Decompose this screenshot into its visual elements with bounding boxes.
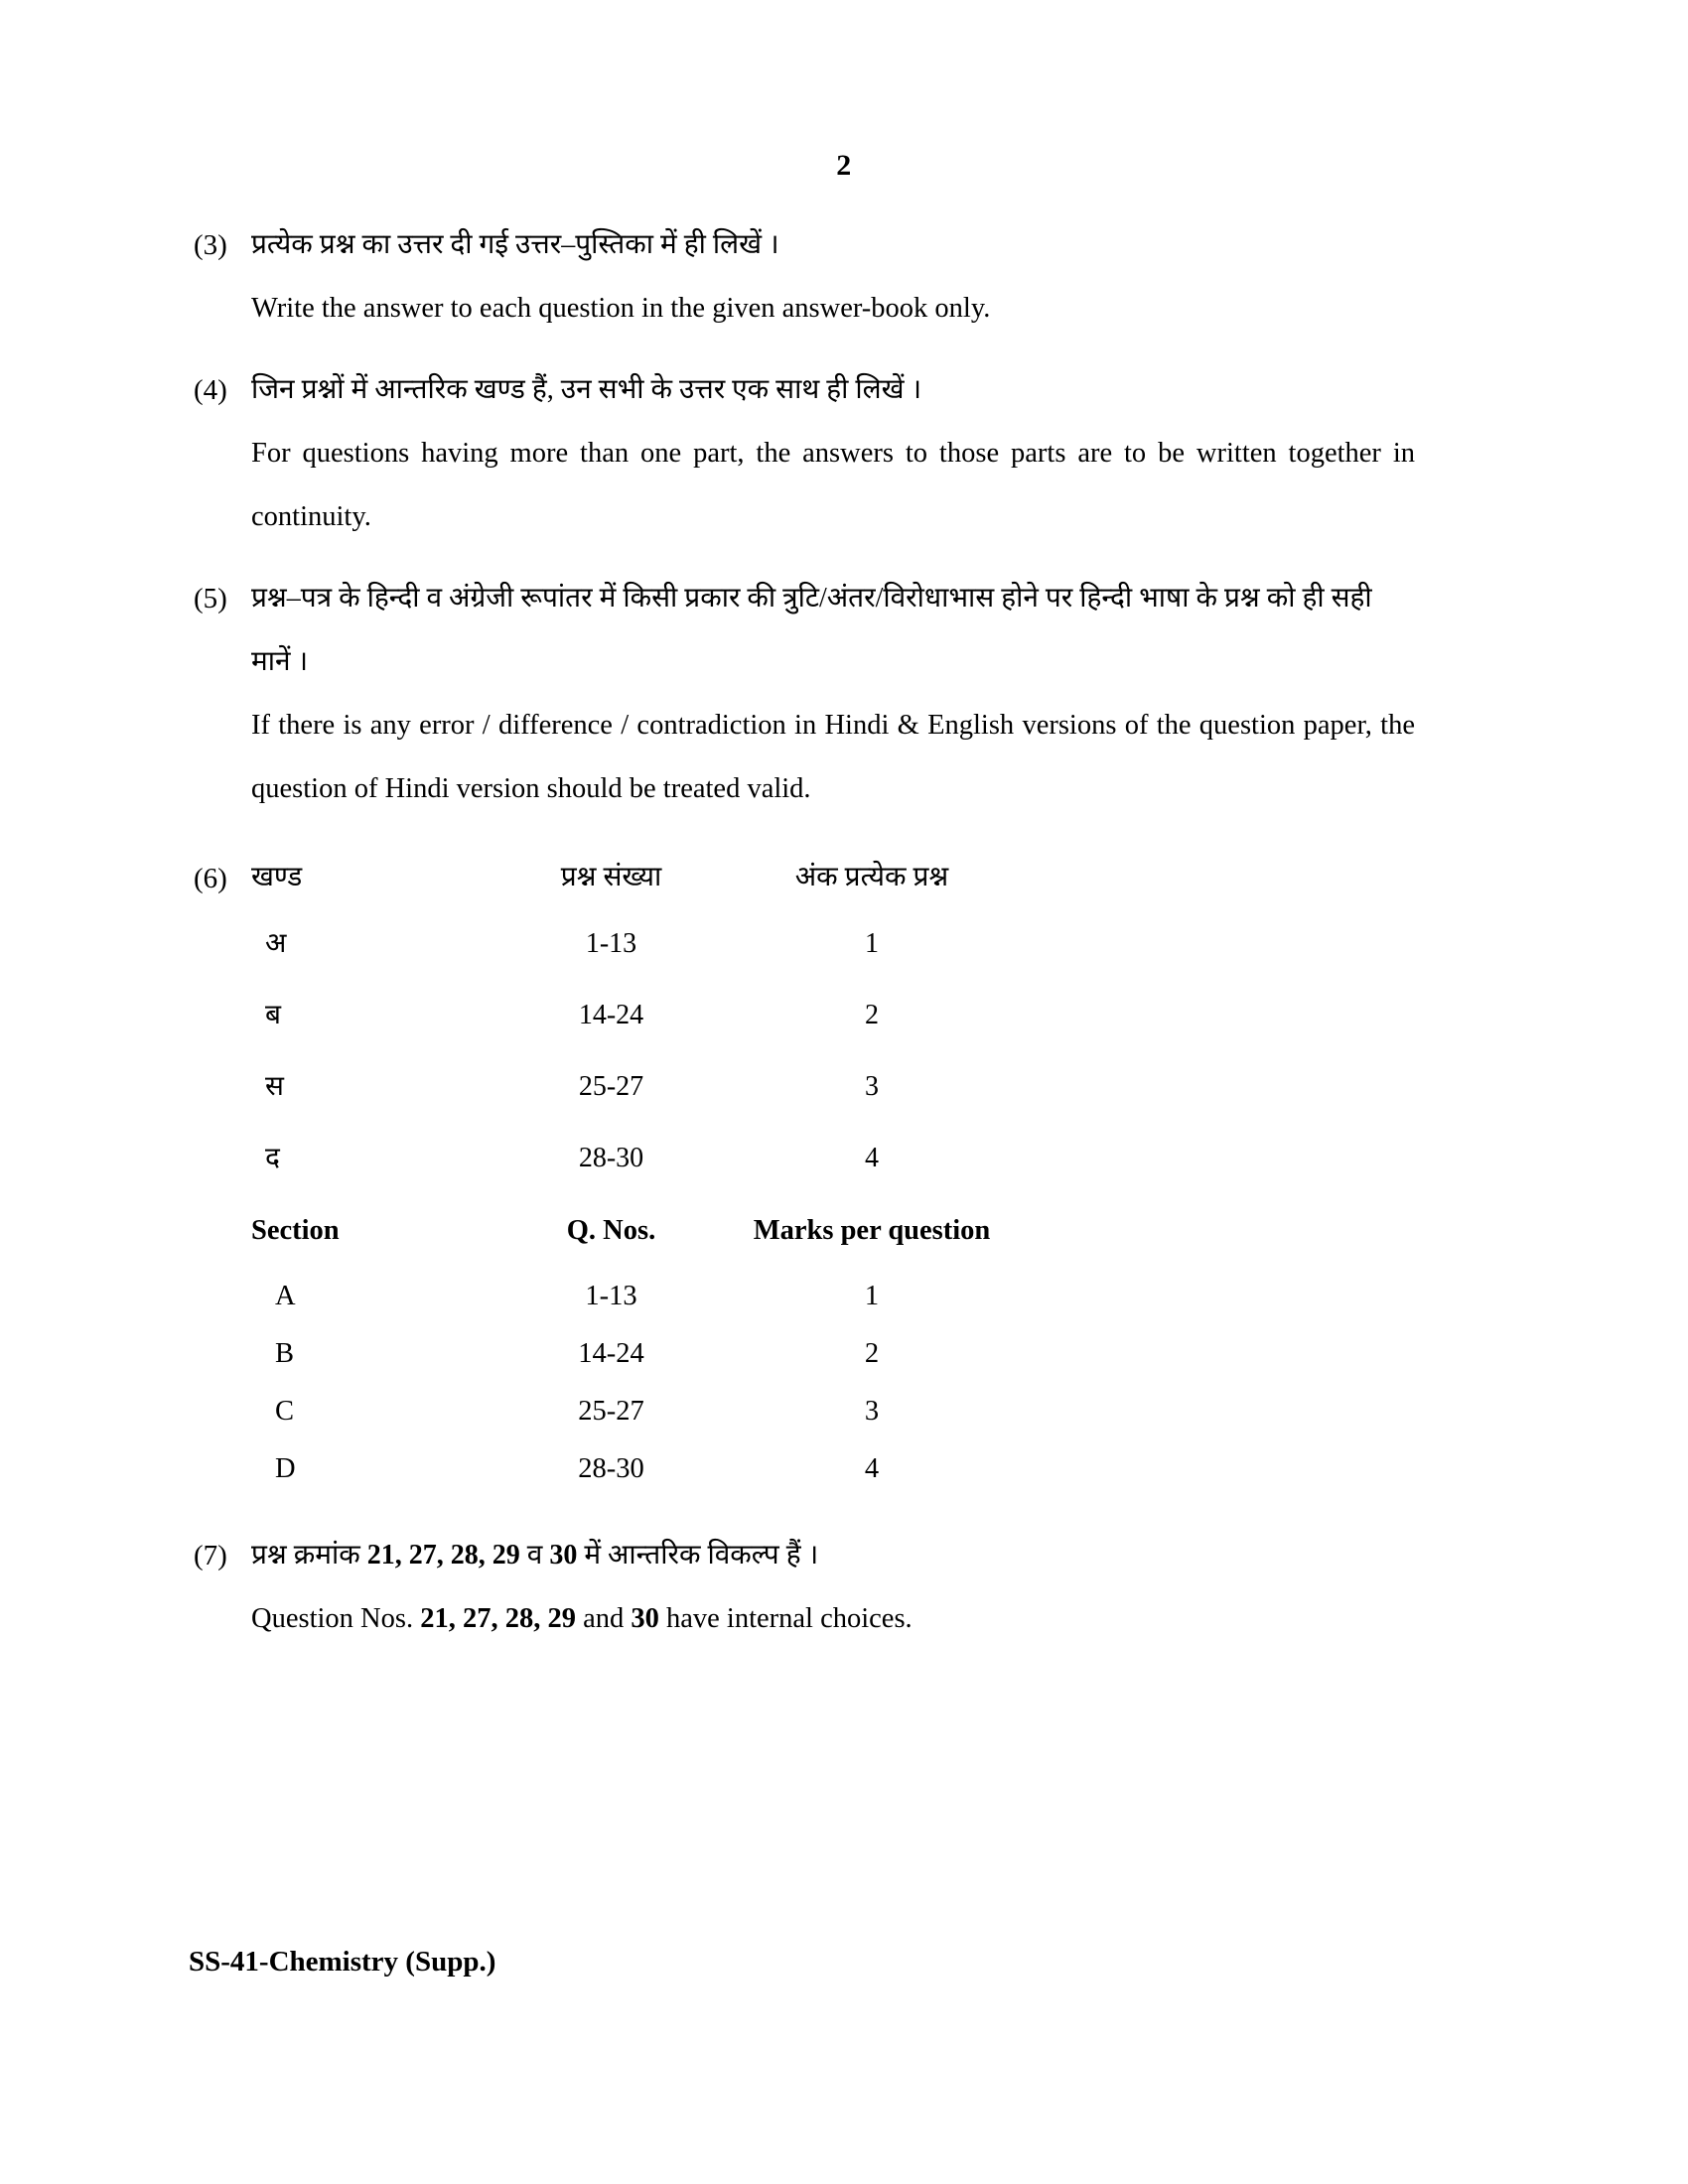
instruction-body-7 bbox=[251, 1524, 1415, 1651]
instruction-7-english-last-number: 30 bbox=[631, 1603, 659, 1634]
instruction-4-english: For questions having more than one part, the answers to those parts are to be written together in continuity. bbox=[251, 438, 1415, 532]
table-row bbox=[251, 980, 1016, 1051]
instruction-item-3 bbox=[194, 213, 1415, 341]
instruction-number-5: (5) bbox=[194, 583, 227, 614]
instruction-item-6 bbox=[194, 847, 1415, 1498]
instruction-7-english-numbers: 21, 27, 28, 29 bbox=[420, 1603, 576, 1634]
column-header-marks-hindi: अंक प्रत्येक प्रश्न bbox=[794, 862, 949, 892]
column-header-qnos-hindi: प्रश्न संख्या bbox=[560, 862, 662, 892]
cell-marks: 4 bbox=[865, 1143, 879, 1173]
cell-section: ब bbox=[265, 1000, 281, 1030]
instruction-number-7: (7) bbox=[194, 1540, 227, 1571]
cell-marks: 2 bbox=[864, 1338, 880, 1369]
cell-section: D bbox=[275, 1453, 296, 1484]
instruction-4-hindi: जिन प्रश्नों में आन्तरिक खण्ड हैं, उन सभी के उत्तर एक साथ ही लिखें । bbox=[251, 374, 922, 405]
column-header-marks: Marks per question bbox=[753, 1215, 991, 1246]
sections-table-hindi bbox=[251, 847, 1016, 1194]
instruction-7-hindi-prefix: प्रश्न क्रमांक bbox=[251, 1540, 367, 1570]
instruction-body-6 bbox=[251, 847, 1415, 1498]
instruction-body-3 bbox=[251, 213, 1415, 341]
instruction-item-7 bbox=[194, 1524, 1415, 1651]
cell-qnos: 14-24 bbox=[578, 1338, 644, 1369]
cell-marks: 3 bbox=[864, 1396, 880, 1427]
sections-table-english bbox=[251, 1194, 1016, 1498]
cell-qnos: 25-27 bbox=[578, 1396, 644, 1427]
table-row bbox=[251, 1325, 1016, 1383]
cell-marks: 1 bbox=[864, 1281, 880, 1311]
instruction-body-4 bbox=[251, 358, 1415, 549]
instruction-number-4: (4) bbox=[194, 374, 227, 406]
table-header-row bbox=[251, 847, 1016, 908]
instruction-7-hindi-conjunction: व bbox=[519, 1540, 550, 1570]
instruction-7-hindi-last-number: 30 bbox=[549, 1540, 578, 1570]
instruction-3-english: Write the answer to each question in the given answer-book only. bbox=[251, 293, 991, 324]
table-header-row bbox=[251, 1194, 1016, 1268]
cell-qnos: 1-13 bbox=[585, 1281, 637, 1311]
cell-qnos: 28-30 bbox=[578, 1453, 644, 1484]
cell-qnos: 14-24 bbox=[578, 1000, 644, 1030]
column-header-qnos: Q. Nos. bbox=[566, 1215, 656, 1246]
cell-marks: 3 bbox=[865, 1071, 879, 1102]
table-row bbox=[251, 1123, 1016, 1194]
spacer bbox=[194, 549, 1415, 567]
paper-code-footer: SS-41-Chemistry (Supp.) bbox=[189, 1946, 496, 1978]
instruction-number-3: (3) bbox=[194, 229, 227, 261]
instruction-number-6: (6) bbox=[194, 863, 227, 894]
table-row bbox=[251, 908, 1016, 980]
instruction-7-english-conjunction: and bbox=[575, 1603, 632, 1634]
page-number: 2 bbox=[836, 149, 852, 182]
spacer bbox=[194, 821, 1415, 847]
instruction-7-english bbox=[251, 1587, 1415, 1651]
instruction-5-english: If there is any error / difference / contradiction in Hindi & English versions of the question paper, the question of Hindi version should be treated valid. bbox=[251, 710, 1415, 804]
instruction-5-hindi: प्रश्न–पत्र के हिन्दी व अंग्रेजी रूपांतर में किसी प्रकार की त्रुटि/अंतर/विरोधाभास होने पर हिन्दी भाषा के प्रश्न को ही सही मानें । bbox=[251, 583, 1372, 677]
cell-section: अ bbox=[265, 928, 287, 959]
cell-marks: 2 bbox=[865, 1000, 879, 1030]
table-row bbox=[251, 1051, 1016, 1123]
instruction-7-english-suffix: have internal choices. bbox=[658, 1603, 913, 1634]
cell-marks: 4 bbox=[864, 1453, 880, 1484]
instruction-7-hindi bbox=[251, 1524, 1415, 1587]
cell-marks: 1 bbox=[865, 928, 879, 959]
table-row bbox=[251, 1268, 1016, 1325]
cell-section: द bbox=[265, 1143, 280, 1173]
instruction-item-4 bbox=[194, 358, 1415, 549]
instruction-3-hindi: प्रत्येक प्रश्न का उत्तर दी गई उत्तर–पुस्तिका में ही लिखें । bbox=[251, 229, 779, 260]
instruction-body-5 bbox=[251, 567, 1415, 821]
spacer bbox=[194, 1498, 1415, 1524]
cell-qnos: 1-13 bbox=[585, 928, 637, 959]
cell-section: A bbox=[275, 1281, 296, 1311]
column-header-section: Section bbox=[251, 1215, 340, 1246]
instruction-7-english-prefix: Question Nos. bbox=[251, 1603, 421, 1634]
cell-section: C bbox=[275, 1396, 295, 1427]
instruction-item-5 bbox=[194, 567, 1415, 821]
instruction-7-hindi-numbers: 21, 27, 28, 29 bbox=[366, 1540, 520, 1570]
table-row bbox=[251, 1440, 1016, 1498]
spacer bbox=[194, 341, 1415, 358]
cell-section: स bbox=[265, 1071, 284, 1102]
column-header-section-hindi: खण्ड bbox=[251, 862, 303, 892]
table-row bbox=[251, 1383, 1016, 1440]
cell-qnos: 28-30 bbox=[578, 1143, 644, 1173]
cell-section: B bbox=[275, 1338, 295, 1369]
cell-qnos: 25-27 bbox=[578, 1071, 644, 1102]
instructions-content bbox=[194, 213, 1415, 1651]
instruction-7-hindi-suffix: में आन्तरिक विकल्प हैं । bbox=[577, 1540, 819, 1570]
